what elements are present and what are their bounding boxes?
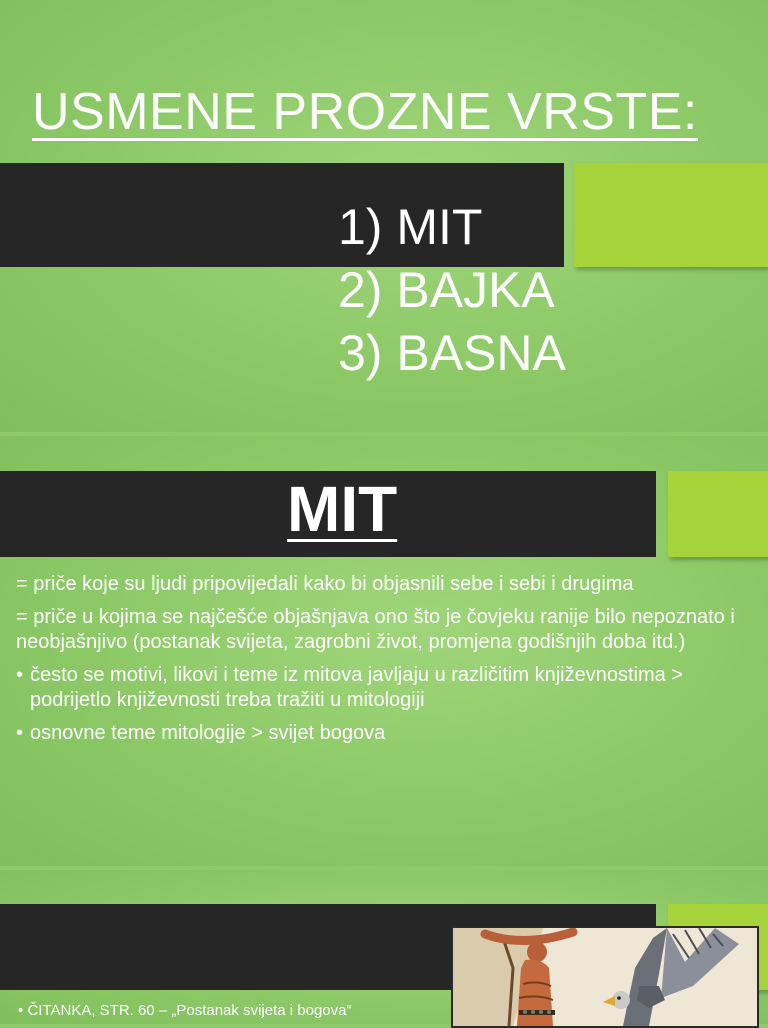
definition-paragraph: = priče u kojima se najčešće objašnjava ono što je čovjeku ranije bilo nepoznato i neobjašnjivo (postanak svijeta, zagrobni život, promjena godišnjih doba itd.) xyxy=(16,606,735,653)
chained-figure-and-eagle-illustration xyxy=(453,928,757,1026)
slide-2-title: MIT xyxy=(287,473,398,545)
genre-list xyxy=(338,196,566,385)
myth-illustration xyxy=(451,926,759,1028)
bullet-item xyxy=(16,663,764,713)
slide-1-title: USMENE PROZNE VRSTE: xyxy=(32,83,698,141)
bullet-icon: • xyxy=(16,664,24,686)
bullet-text: često se motivi, likovi i teme iz mitova javljaju u različitim književnostima > podrijetlo književnosti treba tražiti u mitologiji xyxy=(30,664,683,711)
list-item: 3) BASNA xyxy=(338,325,566,381)
definition-paragraph: = priče koje su ljudi pripovijedali kako bi objasnili sebe i sebi i drugima xyxy=(16,573,634,595)
bullet-item xyxy=(16,721,764,746)
list-item: 2) BAJKA xyxy=(338,262,555,318)
accent-block xyxy=(668,471,768,557)
bullet-text: osnovne teme mitologije > svijet bogova xyxy=(30,722,386,744)
textbook-reference xyxy=(18,1002,351,1019)
slide-1 xyxy=(0,0,768,432)
bullet-icon: • xyxy=(18,1002,24,1019)
bullet-icon: • xyxy=(16,722,24,744)
accent-block xyxy=(574,163,768,267)
mit-definition xyxy=(16,572,764,754)
reference-text: ČITANKA, STR. 60 – „Postanak svijeta i bogova“ xyxy=(27,1002,352,1019)
list-item: 1) MIT xyxy=(338,199,483,255)
